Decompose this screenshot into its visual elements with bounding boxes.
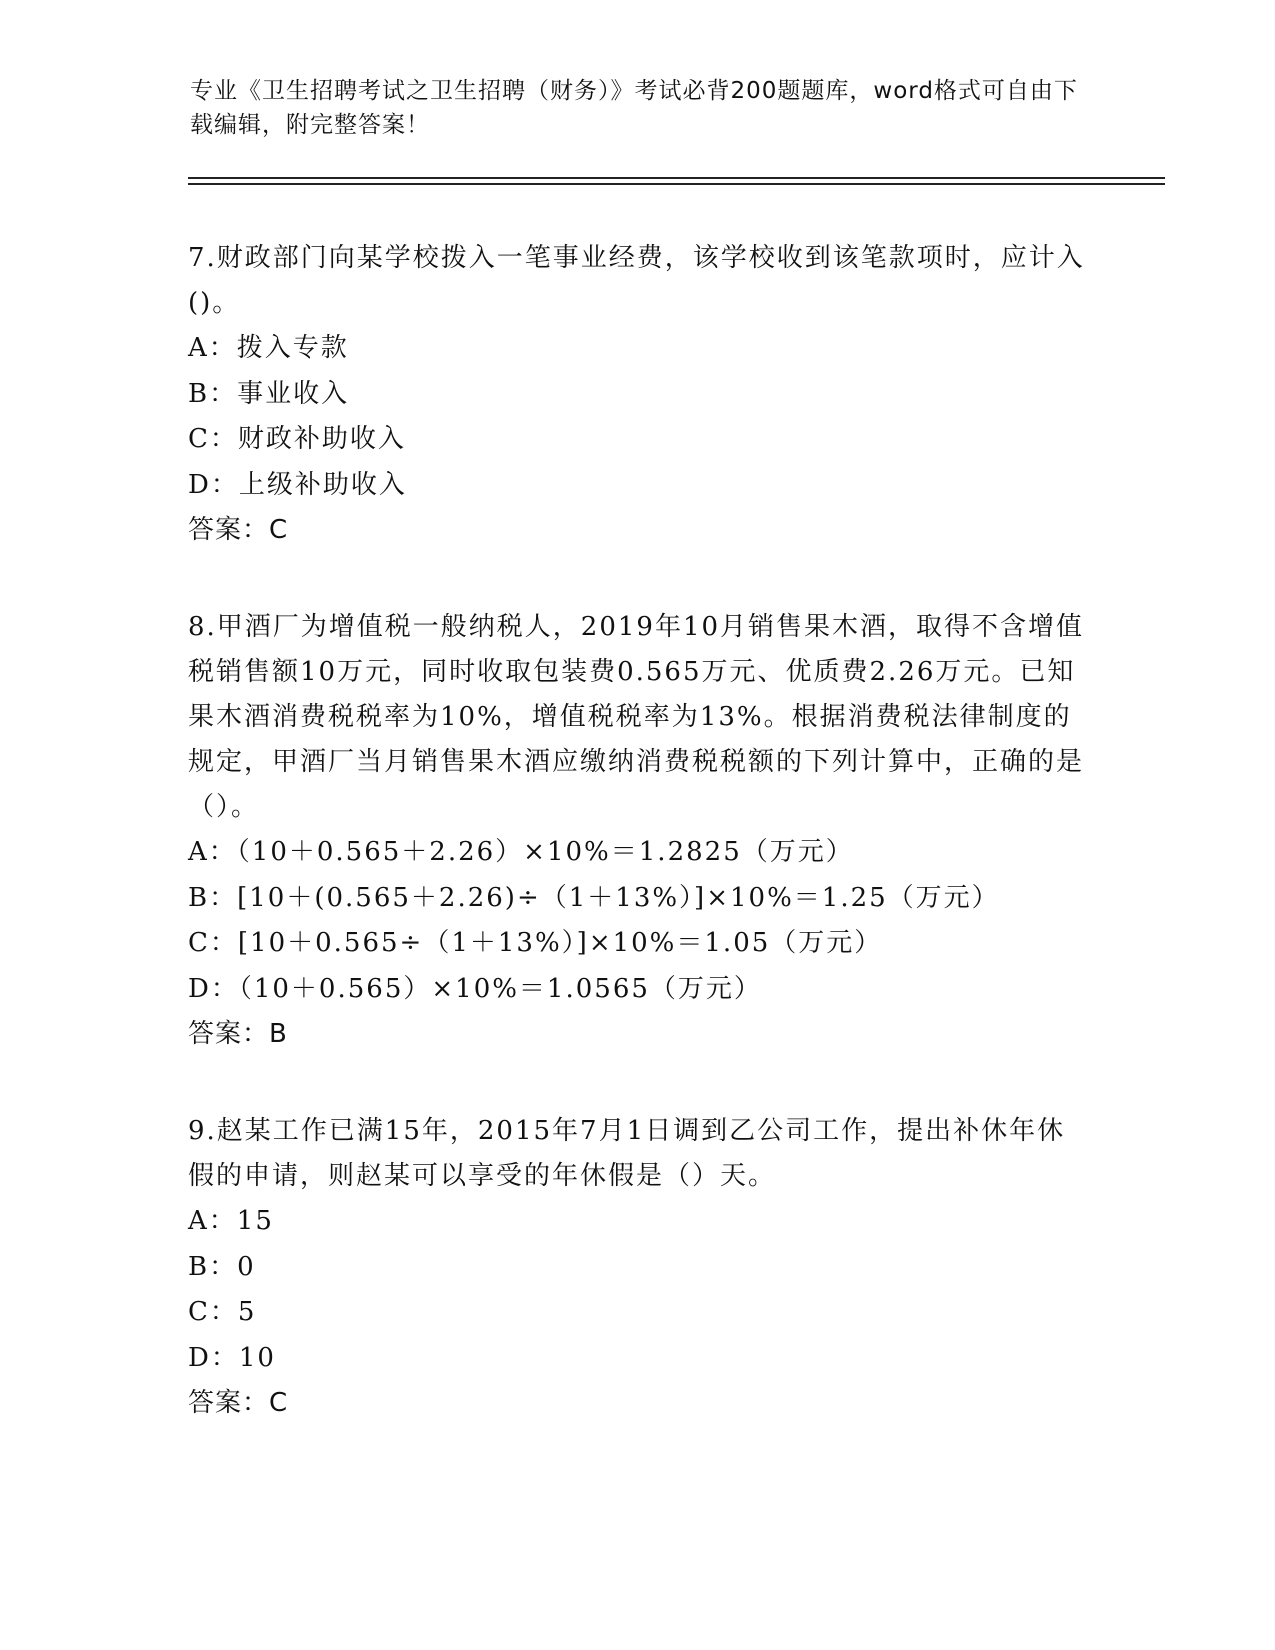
header-divider-bottom [188, 183, 1165, 185]
document-header: 专业《卫生招聘考试之卫生招聘（财务）》考试必背200题题库，word格式可自由下载编辑，附完整答案！ [190, 78, 1078, 138]
answer: 答案：C [188, 515, 289, 545]
option-b: B：0 [188, 1251, 256, 1282]
question-7 [188, 236, 1088, 553]
option-a: A：15 [188, 1206, 274, 1236]
option-c: C：财政补助收入 [188, 424, 406, 454]
header-divider-top [188, 177, 1165, 179]
question-stem: 9.赵某工作已满15年，2015年7月1日调到乙公司工作，提出补休年休假的申请，则赵某可以享受的年休假是（）天。 [188, 1116, 1066, 1191]
option-c: C：[10＋0.565÷（1＋13%）]×10%＝1.05（万元） [188, 928, 883, 958]
answer: 答案：B [188, 1019, 288, 1049]
question-9 [188, 1109, 1088, 1426]
option-d: D：10 [188, 1342, 276, 1373]
option-b: B：事业收入 [188, 378, 350, 409]
question-stem: 8.甲酒厂为增值税一般纳税人，2019年10月销售果木酒，取得不含增值税销售额10万元，同时收取包装费0.565万元、优质费2.26万元。已知果木酒消费税税率为10%，增值税税率为13%。根据消费税法律制度的规定，甲酒厂当月销售果木酒应缴纳消费税税额的下列计算中，正确的是（）。 [188, 612, 1085, 822]
option-d: D：上级补助收入 [188, 469, 407, 500]
option-b: B：[10＋(0.565＋2.26)÷（1＋13%）]×10%＝1.25（万元） [188, 882, 1000, 913]
question-8 [188, 605, 1088, 1057]
option-a: A：拨入专款 [188, 333, 349, 363]
option-a: A：（10＋0.565＋2.26）×10%＝1.2825（万元） [188, 837, 854, 867]
option-c: C：5 [188, 1297, 257, 1327]
answer: 答案：C [188, 1388, 289, 1418]
question-list [188, 236, 1088, 1478]
option-d: D：（10＋0.565）×10%＝1.0565（万元） [188, 973, 762, 1004]
question-stem: 7.财政部门向某学校拨入一笔事业经费，该学校收到该笔款项时，应计入()。 [188, 243, 1085, 318]
